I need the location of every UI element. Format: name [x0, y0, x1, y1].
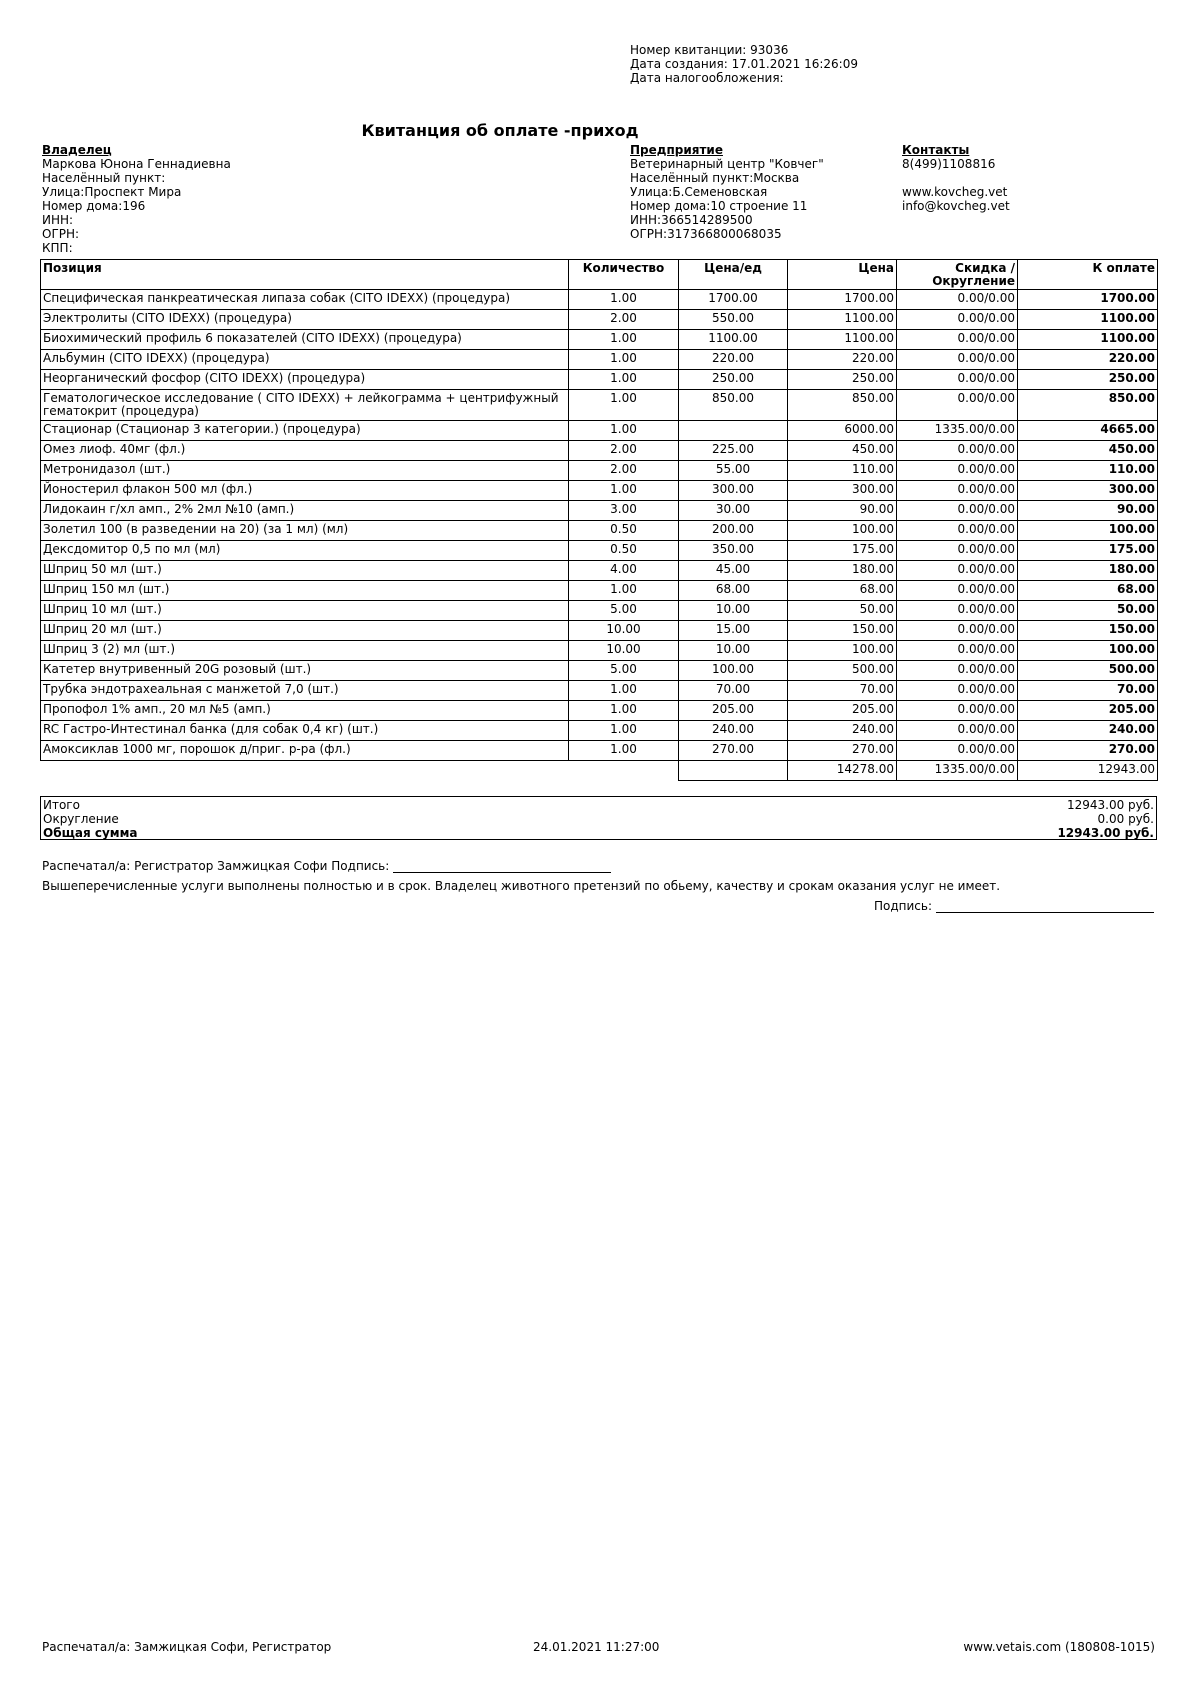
cell-position: Шприц 150 мл (шт.)	[41, 581, 569, 601]
cell-qty: 1.00	[569, 390, 679, 421]
cell-discount: 0.00/0.00	[897, 561, 1018, 581]
cell-discount: 0.00/0.00	[897, 290, 1018, 310]
cell-qty: 1.00	[569, 701, 679, 721]
printed-by-line	[42, 859, 611, 873]
organization-house: Номер дома:10 строение 11	[630, 199, 808, 213]
cell-to-pay: 500.00	[1018, 661, 1158, 681]
cell-position: Неорганический фосфор (CITO IDEXX) (процедура)	[41, 370, 569, 390]
cell-price: 110.00	[788, 461, 897, 481]
cell-unit-price: 225.00	[679, 441, 788, 461]
cell-position: Стационар (Стационар 3 категории.) (процедура)	[41, 421, 569, 441]
cell-unit-price: 55.00	[679, 461, 788, 481]
cell-price: 220.00	[788, 350, 897, 370]
cell-price: 90.00	[788, 501, 897, 521]
cell-unit-price: 15.00	[679, 621, 788, 641]
cell-qty: 0.50	[569, 521, 679, 541]
cell-qty: 3.00	[569, 501, 679, 521]
cell-qty: 2.00	[569, 461, 679, 481]
summary-grand-label: Общая сумма	[43, 826, 138, 840]
footer-printed-by: Распечатал/а: Замжицкая Софи, Регистратор	[42, 1640, 332, 1654]
totals-row	[41, 761, 1158, 781]
cell-discount: 0.00/0.00	[897, 661, 1018, 681]
cell-to-pay: 70.00	[1018, 681, 1158, 701]
table-row	[41, 310, 1158, 330]
table-row	[41, 461, 1158, 481]
cell-unit-price: 1100.00	[679, 330, 788, 350]
cell-position: Метронидазол (шт.)	[41, 461, 569, 481]
totals-empty-3	[679, 761, 788, 781]
cell-price: 450.00	[788, 441, 897, 461]
cell-position: Шприц 20 мл (шт.)	[41, 621, 569, 641]
organization-name: Ветеринарный центр "Ковчег"	[630, 157, 824, 171]
cell-to-pay: 180.00	[1018, 561, 1158, 581]
receipt-meta	[630, 43, 858, 85]
cell-price: 500.00	[788, 661, 897, 681]
cell-discount: 0.00/0.00	[897, 310, 1018, 330]
cell-unit-price: 270.00	[679, 741, 788, 761]
cell-position: Шприц 10 мл (шт.)	[41, 601, 569, 621]
organization-inn: ИНН:366514289500	[630, 213, 753, 227]
cell-qty: 10.00	[569, 621, 679, 641]
cell-qty: 10.00	[569, 641, 679, 661]
cell-position: Омез лиоф. 40мг (фл.)	[41, 441, 569, 461]
summary-total-value: 12943.00 руб.	[1066, 798, 1154, 812]
cell-price: 70.00	[788, 681, 897, 701]
cell-unit-price: 350.00	[679, 541, 788, 561]
totals-to-pay: 12943.00	[1018, 761, 1158, 781]
cell-unit-price: 550.00	[679, 310, 788, 330]
signature-line-1	[393, 860, 611, 873]
cell-discount: 0.00/0.00	[897, 581, 1018, 601]
cell-unit-price: 30.00	[679, 501, 788, 521]
cell-position: Йоностерил флакон 500 мл (фл.)	[41, 481, 569, 501]
cell-qty: 5.00	[569, 601, 679, 621]
table-row	[41, 330, 1158, 350]
table-row	[41, 501, 1158, 521]
cell-to-pay: 205.00	[1018, 701, 1158, 721]
cell-to-pay: 1100.00	[1018, 330, 1158, 350]
header-discount-line2: Округление	[932, 274, 1015, 288]
cell-position: Катетер внутривенный 20G розовый (шт.)	[41, 661, 569, 681]
table-row	[41, 350, 1158, 370]
cell-price: 50.00	[788, 601, 897, 621]
owner-block	[42, 143, 231, 255]
cell-discount: 0.00/0.00	[897, 350, 1018, 370]
cell-to-pay: 150.00	[1018, 621, 1158, 641]
cell-discount: 0.00/0.00	[897, 370, 1018, 390]
table-row	[41, 681, 1158, 701]
cell-position: Биохимический профиль 6 показателей (CITO IDEXX) (процедура)	[41, 330, 569, 350]
service-statement: Вышеперечисленные услуги выполнены полностью и в срок. Владелец животного претензий по обьему, качеству и срокам оказания услуг не имеет.	[42, 879, 1001, 893]
cell-to-pay: 300.00	[1018, 481, 1158, 501]
footer-software: www.vetais.com (180808-1015)	[963, 1640, 1155, 1654]
cell-to-pay: 240.00	[1018, 721, 1158, 741]
cell-qty: 1.00	[569, 681, 679, 701]
summary-grand-row	[43, 826, 1154, 840]
contacts-phone: 8(499)1108816	[902, 157, 996, 171]
header-price: Цена	[788, 260, 897, 290]
signature-line-2	[936, 900, 1154, 913]
cell-unit-price: 10.00	[679, 601, 788, 621]
cell-price: 270.00	[788, 741, 897, 761]
header-discount-line1: Скидка /	[955, 261, 1015, 275]
cell-price: 205.00	[788, 701, 897, 721]
cell-price: 300.00	[788, 481, 897, 501]
table-row	[41, 741, 1158, 761]
header-discount	[897, 260, 1018, 290]
cell-qty: 1.00	[569, 481, 679, 501]
printed-by-text: Распечатал/а: Регистратор Замжицкая Софи Подпись:	[42, 859, 390, 873]
cell-discount: 0.00/0.00	[897, 330, 1018, 350]
creation-date: Дата создания: 17.01.2021 16:26:09	[630, 57, 858, 71]
cell-position: Электролиты (CITO IDEXX) (процедура)	[41, 310, 569, 330]
owner-signature	[874, 899, 1154, 913]
table-row	[41, 701, 1158, 721]
contacts-heading: Контакты	[902, 143, 970, 157]
cell-to-pay: 450.00	[1018, 441, 1158, 461]
cell-to-pay: 4665.00	[1018, 421, 1158, 441]
cell-discount: 0.00/0.00	[897, 601, 1018, 621]
summary-rounding-value: 0.00 руб.	[1097, 812, 1154, 826]
organization-locality: Населённый пункт:Москва	[630, 171, 800, 185]
contacts-site: www.kovcheg.vet	[902, 185, 1008, 199]
cell-discount: 0.00/0.00	[897, 721, 1018, 741]
summary-total-label: Итого	[43, 798, 80, 812]
header-unit-price: Цена/ед	[679, 260, 788, 290]
cell-unit-price: 1700.00	[679, 290, 788, 310]
cell-unit-price	[679, 421, 788, 441]
contacts-block	[902, 143, 1010, 213]
cell-discount: 0.00/0.00	[897, 641, 1018, 661]
cell-unit-price: 45.00	[679, 561, 788, 581]
cell-qty: 0.50	[569, 541, 679, 561]
cell-to-pay: 1700.00	[1018, 290, 1158, 310]
table-row	[41, 661, 1158, 681]
cell-price: 850.00	[788, 390, 897, 421]
cell-discount: 0.00/0.00	[897, 541, 1018, 561]
document-title: Квитанция об оплате -приход	[361, 121, 639, 140]
cell-discount: 0.00/0.00	[897, 681, 1018, 701]
owner-house: Номер дома:196	[42, 199, 146, 213]
cell-unit-price: 100.00	[679, 661, 788, 681]
footer-print-date: 24.01.2021 11:27:00	[533, 1640, 660, 1654]
cell-position: Трубка эндотрахеальная с манжетой 7,0 (шт.)	[41, 681, 569, 701]
summary-grand-value: 12943.00 руб.	[1057, 826, 1154, 840]
cell-qty: 5.00	[569, 661, 679, 681]
items-table	[40, 259, 1158, 781]
cell-price: 240.00	[788, 721, 897, 741]
organization-ogrn: ОГРН:317366800068035	[630, 227, 782, 241]
cell-to-pay: 270.00	[1018, 741, 1158, 761]
owner-ogrn: ОГРН:	[42, 227, 80, 241]
summary-total-row	[43, 798, 1154, 812]
summary-box	[40, 796, 1157, 840]
organization-block	[630, 143, 824, 241]
table-row	[41, 370, 1158, 390]
header-qty: Количество	[569, 260, 679, 290]
cell-discount: 0.00/0.00	[897, 390, 1018, 421]
table-row	[41, 441, 1158, 461]
cell-position: Специфическая панкреатическая липаза собак (CITO IDEXX) (процедура)	[41, 290, 569, 310]
cell-to-pay: 90.00	[1018, 501, 1158, 521]
owner-kpp: КПП:	[42, 241, 73, 255]
totals-price: 14278.00	[788, 761, 897, 781]
table-row	[41, 541, 1158, 561]
cell-unit-price: 10.00	[679, 641, 788, 661]
contacts-email: info@kovcheg.vet	[902, 199, 1010, 213]
cell-price: 180.00	[788, 561, 897, 581]
cell-position: Гематологическое исследование ( CITO IDEXX) + лейкограмма + центрифужный гематокрит (процедура)	[41, 390, 569, 421]
cell-to-pay: 1100.00	[1018, 310, 1158, 330]
organization-heading: Предприятие	[630, 143, 723, 157]
owner-locality: Населённый пункт:	[42, 171, 166, 185]
table-row	[41, 601, 1158, 621]
totals-empty-1	[41, 761, 569, 781]
header-position: Позиция	[41, 260, 569, 290]
cell-qty: 2.00	[569, 441, 679, 461]
cell-to-pay: 250.00	[1018, 370, 1158, 390]
cell-discount: 0.00/0.00	[897, 701, 1018, 721]
cell-unit-price: 240.00	[679, 721, 788, 741]
cell-qty: 1.00	[569, 421, 679, 441]
cell-position: Шприц 3 (2) мл (шт.)	[41, 641, 569, 661]
table-row	[41, 641, 1158, 661]
cell-position: Лидокаин г/хл амп., 2% 2мл №10 (амп.)	[41, 501, 569, 521]
cell-unit-price: 850.00	[679, 390, 788, 421]
cell-price: 1100.00	[788, 310, 897, 330]
totals-empty-2	[569, 761, 679, 781]
cell-unit-price: 70.00	[679, 681, 788, 701]
cell-price: 100.00	[788, 641, 897, 661]
cell-price: 1100.00	[788, 330, 897, 350]
cell-price: 150.00	[788, 621, 897, 641]
owner-heading: Владелец	[42, 143, 112, 157]
cell-qty: 2.00	[569, 310, 679, 330]
summary-rounding-label: Округление	[43, 812, 119, 826]
cell-qty: 1.00	[569, 581, 679, 601]
cell-qty: 1.00	[569, 370, 679, 390]
cell-qty: 1.00	[569, 721, 679, 741]
cell-position: Золетил 100 (в разведении на 20) (за 1 мл) (мл)	[41, 521, 569, 541]
cell-discount: 0.00/0.00	[897, 521, 1018, 541]
cell-position: Пропофол 1% амп., 20 мл №5 (амп.)	[41, 701, 569, 721]
cell-position: Шприц 50 мл (шт.)	[41, 561, 569, 581]
items-body	[41, 290, 1158, 781]
header-to-pay: К оплате	[1018, 260, 1158, 290]
cell-to-pay: 110.00	[1018, 461, 1158, 481]
cell-to-pay: 100.00	[1018, 521, 1158, 541]
table-row	[41, 290, 1158, 310]
cell-to-pay: 100.00	[1018, 641, 1158, 661]
table-row	[41, 621, 1158, 641]
cell-unit-price: 200.00	[679, 521, 788, 541]
cell-discount: 0.00/0.00	[897, 461, 1018, 481]
cell-price: 1700.00	[788, 290, 897, 310]
cell-unit-price: 220.00	[679, 350, 788, 370]
cell-unit-price: 205.00	[679, 701, 788, 721]
cell-unit-price: 300.00	[679, 481, 788, 501]
cell-position: Дексдомитор 0,5 по мл (мл)	[41, 541, 569, 561]
cell-price: 6000.00	[788, 421, 897, 441]
cell-price: 68.00	[788, 581, 897, 601]
cell-to-pay: 68.00	[1018, 581, 1158, 601]
cell-to-pay: 220.00	[1018, 350, 1158, 370]
cell-qty: 4.00	[569, 561, 679, 581]
cell-discount: 1335.00/0.00	[897, 421, 1018, 441]
cell-discount: 0.00/0.00	[897, 501, 1018, 521]
receipt-number: Номер квитанции: 93036	[630, 43, 789, 57]
cell-discount: 0.00/0.00	[897, 741, 1018, 761]
cell-position: Альбумин (CITO IDEXX) (процедура)	[41, 350, 569, 370]
cell-price: 175.00	[788, 541, 897, 561]
summary-rounding-row	[43, 812, 1154, 826]
owner-signature-label: Подпись:	[874, 899, 933, 913]
cell-to-pay: 850.00	[1018, 390, 1158, 421]
table-row	[41, 581, 1158, 601]
cell-unit-price: 250.00	[679, 370, 788, 390]
cell-price: 100.00	[788, 521, 897, 541]
totals-discount: 1335.00/0.00	[897, 761, 1018, 781]
owner-name: Маркова Юнона Геннадиевна	[42, 157, 231, 171]
cell-qty: 1.00	[569, 330, 679, 350]
table-row	[41, 421, 1158, 441]
organization-street: Улица:Б.Семеновская	[630, 185, 768, 199]
owner-street: Улица:Проспект Мира	[42, 185, 182, 199]
cell-discount: 0.00/0.00	[897, 621, 1018, 641]
table-row	[41, 521, 1158, 541]
table-row	[41, 561, 1158, 581]
cell-qty: 1.00	[569, 741, 679, 761]
cell-position: RC Гастро-Интестинал банка (для собак 0,4 кг) (шт.)	[41, 721, 569, 741]
tax-date: Дата налогообложения:	[630, 71, 784, 85]
cell-discount: 0.00/0.00	[897, 481, 1018, 501]
table-row	[41, 390, 1158, 421]
cell-to-pay: 50.00	[1018, 601, 1158, 621]
cell-to-pay: 175.00	[1018, 541, 1158, 561]
cell-price: 250.00	[788, 370, 897, 390]
owner-inn: ИНН:	[42, 213, 74, 227]
cell-qty: 1.00	[569, 350, 679, 370]
cell-position: Амоксиклав 1000 мг, порошок д/приг. р-ра (фл.)	[41, 741, 569, 761]
contacts-spacer	[902, 171, 1010, 185]
table-row	[41, 721, 1158, 741]
table-row	[41, 481, 1158, 501]
cell-unit-price: 68.00	[679, 581, 788, 601]
cell-qty: 1.00	[569, 290, 679, 310]
cell-discount: 0.00/0.00	[897, 441, 1018, 461]
table-header-row	[41, 260, 1158, 290]
